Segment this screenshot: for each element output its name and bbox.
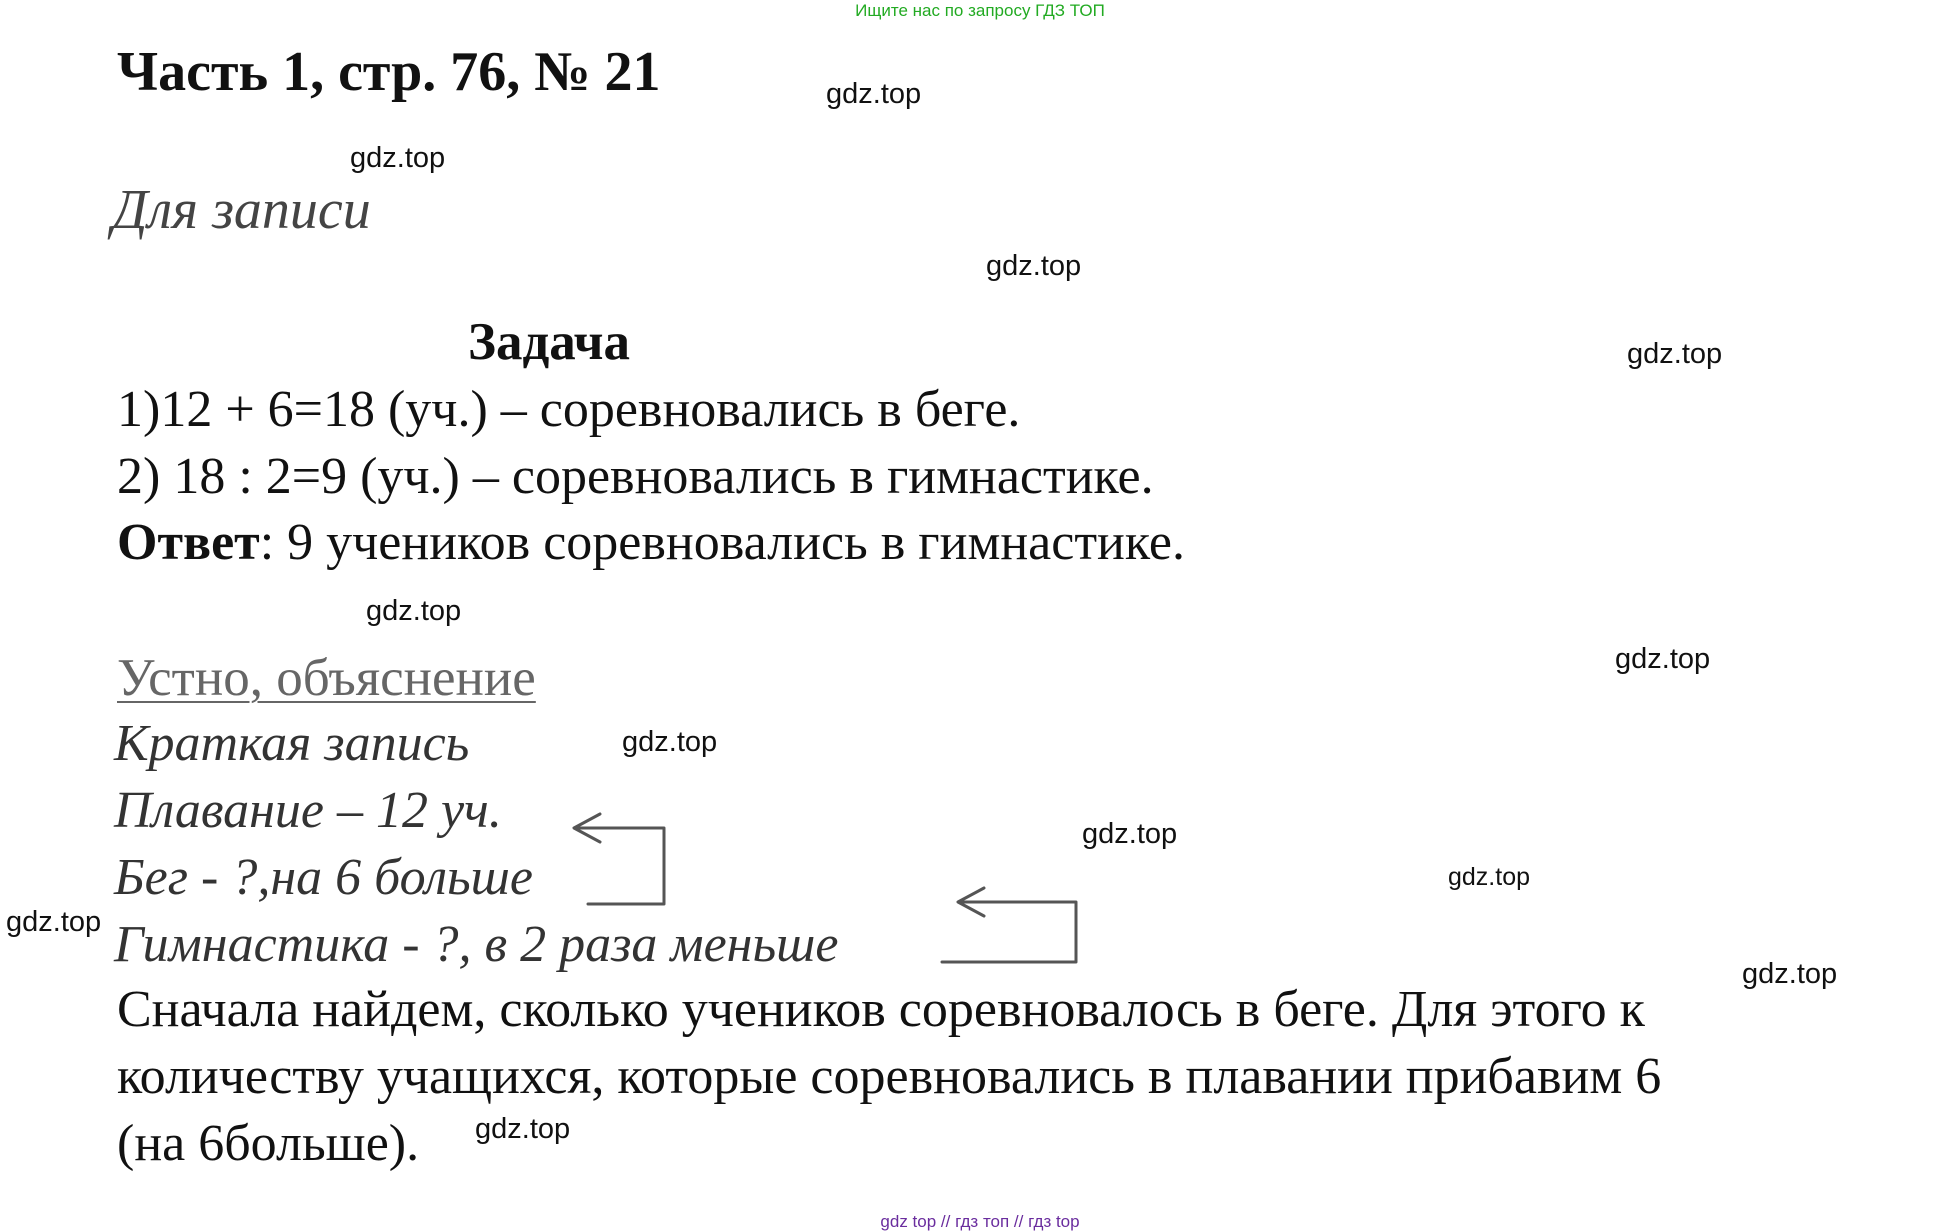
- answer-text: : 9 учеников соревновались в гимнастике.: [259, 514, 1185, 571]
- brief-gymnastics: Гимнастика - ?, в 2 раза меньше: [114, 916, 839, 973]
- watermark: gdz.top: [826, 78, 922, 110]
- explanation-line-3: (на 6больше).: [117, 1115, 420, 1172]
- page-heading: Часть 1, стр. 76, № 21: [117, 41, 661, 103]
- watermark: gdz.top: [366, 595, 462, 627]
- section-label: Для записи: [112, 179, 371, 241]
- solution-step-1: 1)12 + 6=18 (уч.) – соревновались в беге.: [117, 381, 1021, 438]
- brief-running: Бег - ?,на 6 больше: [114, 849, 533, 906]
- oral-explanation-label: Устно, объяснение: [117, 649, 536, 707]
- explanation-line-2: количеству учащихся, которые соревновались в плавании прибавим 6: [117, 1048, 1662, 1105]
- explanation-line-1: Сначала найдем, сколько учеников соревновалось в беге. Для этого к: [117, 981, 1645, 1038]
- watermark: gdz.top: [475, 1113, 571, 1145]
- watermark: gdz.top: [622, 726, 718, 758]
- footer-watermark: gdz top // гдз топ // гдз top: [880, 1212, 1080, 1231]
- watermark: gdz.top: [1448, 863, 1531, 891]
- solution-step-2: 2) 18 : 2=9 (уч.) – соревновались в гимнастике.: [117, 448, 1154, 505]
- watermark: gdz.top: [1082, 818, 1178, 850]
- watermark: gdz.top: [1615, 643, 1711, 675]
- watermark: gdz.top: [1742, 958, 1838, 990]
- brief-swimming: Плавание – 12 уч.: [114, 782, 502, 839]
- watermark: gdz.top: [6, 906, 102, 938]
- watermark: gdz.top: [350, 142, 446, 174]
- brief-title: Краткая запись: [114, 715, 470, 772]
- top-banner: Ищите нас по запросу ГДЗ ТОП: [855, 1, 1105, 20]
- watermark: gdz.top: [1627, 338, 1723, 370]
- answer-label: Ответ: [117, 514, 260, 571]
- arrow-running-to-swimming: [576, 828, 664, 904]
- task-title: Задача: [468, 313, 631, 371]
- watermark: gdz.top: [986, 250, 1082, 282]
- arrow-gymnastics-to-running: [942, 902, 1076, 962]
